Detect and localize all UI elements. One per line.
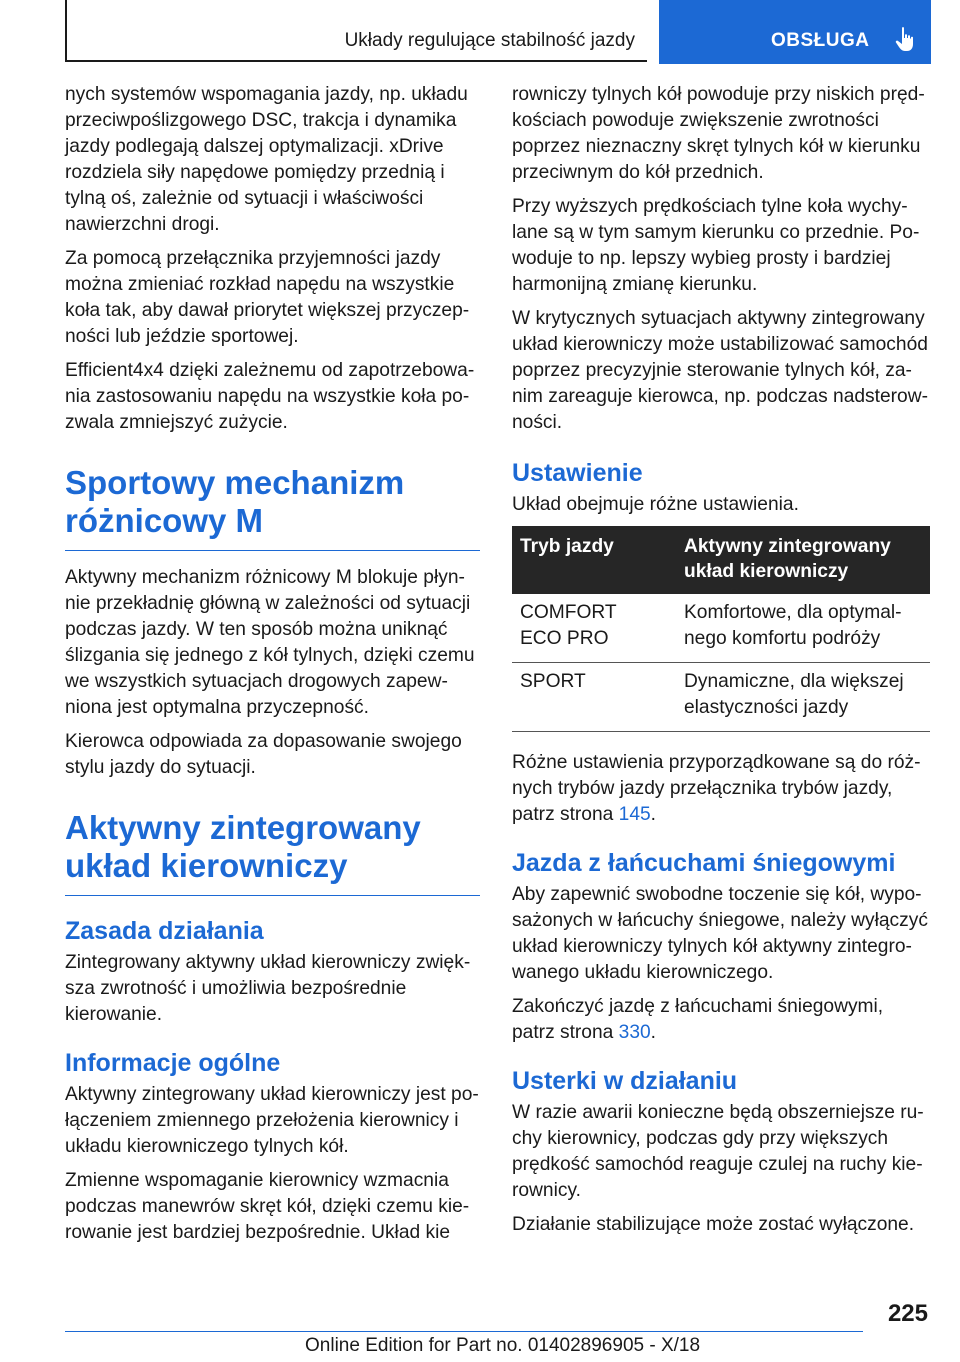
snow-chains-end: .	[650, 1022, 657, 1043]
table-header-steering: Aktywny zintegrowany układ kierowniczy	[676, 526, 930, 594]
header-section-tab	[659, 0, 931, 64]
settings-after-text: Różne ustawienia przyporządkowane są do różnych trybów jazdy przełącznika trybów jazdy, patrz strona	[512, 752, 921, 825]
snow-chains-paragraph-1: Aby zapewnić swobodne toczenie się kół, wyposażonych w łańcuchy śniegowe, należy wyłączyć układ kierowniczy tylnych kół aktywny zintegrowanego układu kierowniczego.	[512, 884, 928, 983]
continued-paragraph-2: Przy wyższych prędkościach tylne koła wychylane są w tym samym kierunku co przednie. Powoduje to np. lepszy wybieg prosty i bardziej harmonijną zmianę kierunku.	[512, 196, 920, 295]
settings-intro: Układ obejmuje różne ustawienia.	[512, 494, 799, 515]
faults-heading: Usterki w działaniu	[512, 1067, 738, 1095]
snow-chains-paragraph-2	[512, 994, 930, 1046]
page-header	[65, 0, 931, 64]
page-link-330[interactable]: 330	[618, 1022, 651, 1043]
sport-differential-heading: Sportowy mechanizm różnicowy M	[65, 464, 480, 551]
intro-paragraph-3: Efficient4x4 dzięki zależnemu od zapotrzebowania zastosowaniu napędu na wszystkie koła pozwala zmniejszyć zużycie.	[65, 360, 475, 433]
page-number: 225	[887, 1300, 928, 1327]
principle-paragraph: Zintegrowany aktywny układ kierowniczy zwiększa zwrotność i umożliwia bezpośrednie kierowanie.	[65, 952, 471, 1025]
intro-paragraph-1: nych systemów wspomagania jazdy, np. układu przeciwpoślizgowego DSC, trakcja i dynamika jazdy podlegają dalszej optymalizacji. xDrive rozdziela siły napędowe pomiędzy przednią i tylną oś, zależnie od sytuacji i właściwości nawierzchni drogi.	[65, 84, 468, 235]
general-info-heading: Informacje ogólne	[65, 1049, 281, 1077]
mode-comfort: COMFORT	[520, 602, 617, 623]
pointing-hand-icon	[893, 26, 917, 54]
general-info-paragraph-1: Aktywny zintegrowany układ kierowniczy jest połączeniem zmiennego przełożenia kierownicy i układu kierowniczego tylnych kół.	[65, 1084, 479, 1157]
sport-differential-paragraph-2: Kierowca odpowiada za dopasowanie swojego stylu jazdy do sytuacji.	[65, 731, 462, 778]
left-column	[65, 82, 480, 1254]
continued-paragraph-3: W krytycznych sytuacjach aktywny zintegrowany układ kierowniczy może ustabilizować samochód poprzez precyzyjnie sterowanie tylnych kół, zanim zareaguje kierowca, np. podczas nadsterowności.	[512, 308, 928, 433]
integral-steering-heading: Aktywny zintegrowany układ kierowniczy	[65, 809, 480, 896]
table-row	[512, 663, 930, 732]
snow-chains-heading: Jazda z łańcuchami śniegowymi	[512, 849, 896, 877]
page-link-145[interactable]: 145	[618, 804, 651, 825]
faults-paragraph-2: Działanie stabilizujące może zostać wyłączone.	[512, 1214, 915, 1235]
right-column	[512, 82, 930, 1246]
footer-edition: Online Edition for Part no. 01402896905 - X/18	[305, 1335, 701, 1356]
table-header-mode: Tryb jazdy	[512, 526, 676, 594]
header-title-box	[65, 0, 647, 62]
table-row	[512, 594, 930, 663]
table-cell-mode	[512, 594, 676, 663]
settings-table	[512, 526, 930, 732]
settings-after-end: .	[650, 804, 657, 825]
principle-heading: Zasada działania	[65, 917, 264, 945]
continued-paragraph-1: rowniczy tylnych kół powoduje przy niskich prędkościach powoduje zwiększenie zwrotności poprzez nieznaczny skręt tylnych kół w kierunku przeciwnym do kół przednich.	[512, 84, 925, 183]
footer-divider	[65, 1331, 863, 1332]
faults-paragraph-1: W razie awarii konieczne będą obszerniejsze ruchy kierownicy, podczas gdy przy większych prędkość samochód reaguje czulej na ruchy kierownicy.	[512, 1102, 924, 1201]
intro-paragraph-2: Za pomocą przełącznika przyjemności jazdy można zmieniać rozkład napędu na wszystkie koła tak, aby dawał priorytet większej przyczepności lub jeździe sportowej.	[65, 248, 470, 347]
settings-after-paragraph	[512, 750, 930, 828]
sport-differential-paragraph-1: Aktywny mechanizm różnicowy M blokuje płynnie przekładnię główną w zależności od sytuacji podczas jazdy. W ten sposób można uniknąć ślizgania się jednego z kół tylnych, dzięki czemu we wszystkich sytuacjach drogowych zapewniona jest optymalna przyczepność.	[65, 567, 475, 718]
table-cell-description: Dynamiczne, dla większej elastyczności jazdy	[676, 663, 930, 732]
mode-sport: SPORT	[520, 671, 586, 692]
header-section-label: OBSŁUGA	[771, 30, 870, 51]
mode-eco-pro: ECO PRO	[520, 628, 609, 649]
header-title: Układy regulujące stabilność jazdy	[344, 30, 635, 51]
settings-heading: Ustawienie	[512, 459, 643, 487]
table-cell-mode	[512, 663, 676, 732]
table-cell-description: Komfortowe, dla optymalnego komfortu podróży	[676, 594, 930, 663]
table-header-row	[512, 526, 930, 594]
snow-chains-text: Zakończyć jazdę z łańcuchami śniegowymi, patrz strona	[512, 996, 884, 1043]
general-info-paragraph-2: Zmienne wspomaganie kierownicy wzmacnia podczas manewrów skręt kół, dzięki czemu kierowanie jest bardziej bezpośrednie. Układ kie	[65, 1170, 470, 1243]
